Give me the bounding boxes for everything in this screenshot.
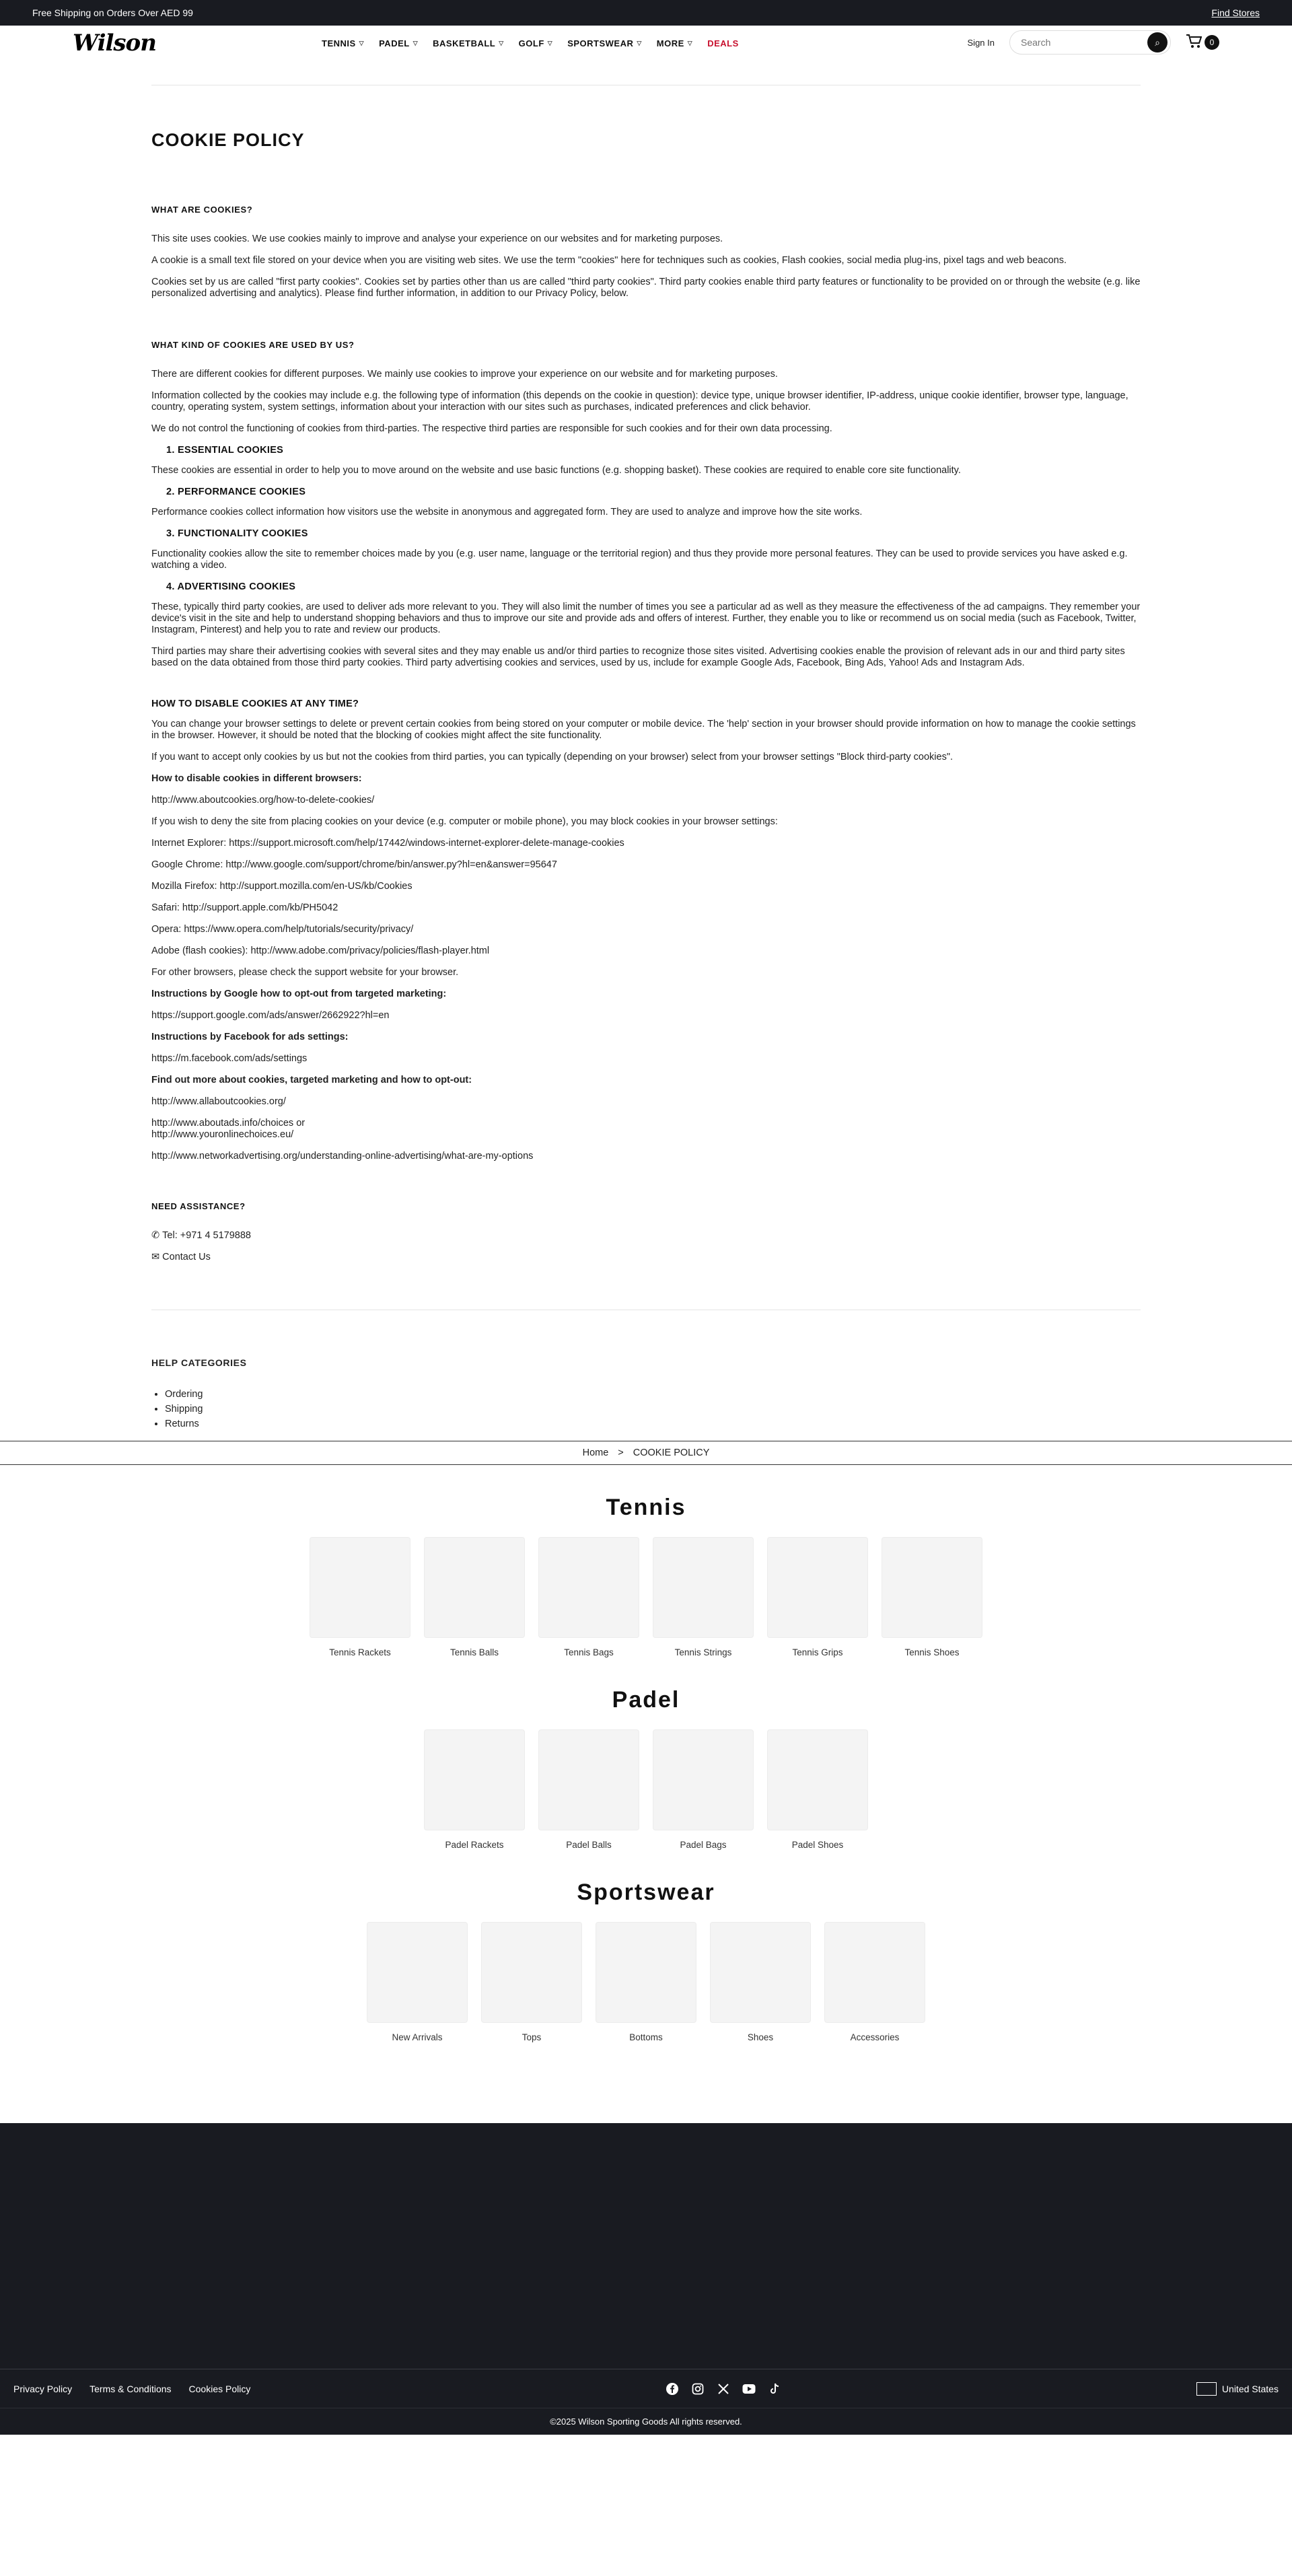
section-heading: HOW TO DISABLE COOKIES AT ANY TIME? <box>151 699 359 709</box>
chevron-down-icon: ▽ <box>687 39 693 46</box>
footer-link-privacy[interactable]: Privacy Policy <box>13 2383 73 2394</box>
paragraph: If you want to accept only cookies by us but not the cookies from third parties, you can typically (depending on your browser) select from your browser settings "Block third-party cookies". <box>151 752 953 762</box>
footer-link-terms[interactable]: Terms & Conditions <box>89 2383 172 2394</box>
tile-label: Tops <box>522 2032 542 2042</box>
tile-tennis-bags[interactable] <box>538 1537 639 1657</box>
page-title: COOKIE POLICY <box>151 130 305 150</box>
search-box <box>1009 30 1171 55</box>
category-title: Sportswear <box>577 1880 715 1905</box>
nav-label: PADEL <box>379 38 410 48</box>
tile-label: Tennis Grips <box>792 1647 843 1657</box>
paragraph-bold: How to disable cookies in different browsers: <box>151 773 362 784</box>
cart-button[interactable] <box>1186 34 1219 52</box>
paragraph: These, typically third party cookies, are used to deliver ads more relevant to you. They will also limit the number of times you see a particular ad as well as they measure the effectiveness of the ad campaigns. They remember your device's visit in the site and help to understand shopping behaviors and thus to improve our site and provide ads and offers of interest. Further, they enable you to like or recommend us on social media (such as Facebook, Twitter, Instagram, Pinterest) and help you to rate and review our products. <box>151 602 1141 635</box>
tile-padel-rackets[interactable] <box>424 1729 525 1850</box>
tile-label: Tennis Shoes <box>904 1647 960 1657</box>
wilson-logo[interactable]: Wilson <box>73 30 156 57</box>
nav-padel[interactable] <box>379 38 418 48</box>
tile-tops[interactable] <box>481 1922 582 2042</box>
tile-image <box>882 1537 982 1638</box>
nav-basketball[interactable] <box>433 38 504 48</box>
link-adobe[interactable]: Adobe (flash cookies): http://www.adobe.com/privacy/policies/flash-player.html <box>151 945 490 956</box>
paragraph: This site uses cookies. We use cookies mainly to improve and analyse your experience on our websites and for marketing purposes. <box>151 234 723 244</box>
subheading-functionality: 3. FUNCTIONALITY COOKIES <box>166 528 308 539</box>
main-nav <box>322 38 739 48</box>
tile-image <box>653 1537 754 1638</box>
tile-padel-balls[interactable] <box>538 1729 639 1850</box>
breadcrumb-home[interactable]: Home <box>582 1447 609 1458</box>
tile-padel-shoes[interactable] <box>767 1729 868 1850</box>
nav-sportswear[interactable] <box>567 38 642 48</box>
tile-image <box>767 1537 868 1638</box>
tile-tennis-strings[interactable] <box>653 1537 754 1657</box>
link-allaboutcookies[interactable]: http://www.allaboutcookies.org/ <box>151 1096 286 1107</box>
tile-label: New Arrivals <box>392 2032 443 2042</box>
section-heading: WHAT KIND OF COOKIES ARE USED BY US? <box>151 340 355 350</box>
phone-icon: ✆ <box>151 1230 160 1241</box>
paragraph: Functionality cookies allow the site to remember choices made by you (e.g. user name, language or the territorial region) and thus they provide more personal features. They can be used to provide services you have asked e.g. watching a video. <box>151 548 1128 571</box>
link-firefox[interactable]: Mozilla Firefox: http://support.mozilla.com/en-US/kb/Cookies <box>151 881 412 892</box>
subheading-advertising: 4. ADVERTISING COOKIES <box>166 581 296 592</box>
nav-label: DEALS <box>707 38 739 48</box>
tile-label: Padel Shoes <box>791 1840 844 1850</box>
copyright: ©2025 Wilson Sporting Goods All rights reserved. <box>0 2408 1292 2435</box>
nav-label: MORE <box>656 38 684 48</box>
tile-accessories[interactable] <box>824 1922 925 2042</box>
link-opera[interactable]: Opera: https://www.opera.com/help/tutorials/security/privacy/ <box>151 924 414 935</box>
nav-label: GOLF <box>518 38 544 48</box>
tile-tennis-balls[interactable] <box>424 1537 525 1657</box>
help-item-ordering[interactable]: • Ordering <box>165 1387 1141 1402</box>
nav-more[interactable] <box>657 38 692 48</box>
link-networkadvertising[interactable]: http://www.networkadvertising.org/understanding-online-advertising/what-are-my-options <box>151 1151 534 1161</box>
tile-label: Shoes <box>747 2032 774 2042</box>
tile-padel-bags[interactable] <box>653 1729 754 1850</box>
nav-deals[interactable] <box>707 38 739 48</box>
tile-image <box>538 1537 639 1638</box>
section-heading: HELP CATEGORIES <box>151 1357 247 1368</box>
footer-bar <box>0 2369 1292 2408</box>
paragraph: Third parties may share their advertising cookies with several sites and they may enable us and/or third parties to recognize those sites visited. Advertising cookies enable the provision of relevant ads in our and third party sites based on the data obtained from those third party cookies. Third party advertising cookies and services, used by us, include for example Google Ads, Facebook, Bing Ads, Yahoo! Ads and Instagram Ads. <box>151 646 1125 668</box>
social-links <box>666 2382 781 2396</box>
category-tiles <box>0 1537 1292 1657</box>
footer-panel <box>0 2123 1292 2369</box>
help-item-returns[interactable]: • Returns <box>165 1417 1141 1431</box>
tile-label: Padel Rackets <box>445 1840 504 1850</box>
contact-text: Contact Us <box>162 1252 211 1262</box>
cart-icon <box>1186 34 1202 52</box>
chevron-down-icon: ▽ <box>637 39 642 46</box>
main-content <box>151 85 1141 1431</box>
link-ie[interactable]: Internet Explorer: https://support.microsoft.com/help/17442/windows-internet-explorer-delete-manage-cookies <box>151 838 624 849</box>
tile-image <box>481 1922 582 2023</box>
tile-image <box>824 1922 925 2023</box>
tile-label: Tennis Strings <box>674 1647 732 1657</box>
paragraph: Information collected by the cookies may include e.g. the following type of information (this depends on the cookie in question): device type, unique browser identifier, IP-address, unique cookie identifier, browser type, language, country, operating system, system settings, information about your interaction with our sites such as purchases, indicated preferences and click behavior. <box>151 390 1128 413</box>
phone-row[interactable] <box>151 1230 1141 1241</box>
cart-count-badge: 0 <box>1205 35 1219 50</box>
subheading-essential: 1. ESSENTIAL COOKIES <box>166 445 284 456</box>
mail-icon: ✉ <box>151 1252 160 1262</box>
paragraph-bold: Instructions by Facebook for ads settings: <box>151 1032 349 1042</box>
paragraph: If you wish to deny the site from placing cookies on your device (e.g. computer or mobile phone), you may block cookies in your browser settings: <box>151 816 778 827</box>
paragraph: For other browsers, please check the support website for your browser. <box>151 967 459 978</box>
tile-bottoms[interactable] <box>596 1922 696 2042</box>
paragraph: There are different cookies for different purposes. We mainly use cookies to improve your experience on our website and for marketing purposes. <box>151 369 778 380</box>
category-tennis <box>0 1495 1292 1657</box>
help-list <box>151 1387 1141 1431</box>
paragraph-bold: Find out more about cookies, targeted marketing and how to opt-out: <box>151 1075 472 1085</box>
instagram-icon[interactable] <box>691 2382 705 2396</box>
category-tiles <box>0 1922 1292 2042</box>
tile-image <box>653 1729 754 1830</box>
contact-row[interactable] <box>151 1252 1141 1262</box>
youtube-icon[interactable] <box>742 2382 756 2396</box>
link-facebook-ads[interactable]: https://m.facebook.com/ads/settings <box>151 1053 308 1064</box>
tile-image <box>710 1922 811 2023</box>
announcement-bar <box>0 0 1292 26</box>
tile-tennis-rackets[interactable] <box>310 1537 410 1657</box>
breadcrumb-current: COOKIE POLICY <box>633 1447 710 1458</box>
tile-image <box>310 1537 410 1638</box>
paragraph-bold: Instructions by Google how to opt-out from targeted marketing: <box>151 989 447 999</box>
tile-shoes[interactable] <box>710 1922 811 2042</box>
section-heading: WHAT ARE COOKIES? <box>151 205 253 215</box>
header-actions <box>968 30 1219 55</box>
tile-label: Bottoms <box>629 2032 663 2042</box>
paragraph: Performance cookies collect information how visitors use the website in anonymous and aggregated form. They are used to analyze and improve how the site works. <box>151 507 863 517</box>
link-youronlinechoices[interactable]: http://www.youronlinechoices.eu/ <box>151 1129 294 1140</box>
find-stores-link[interactable]: Find Stores <box>1211 7 1260 18</box>
region-selector[interactable] <box>1196 2382 1279 2396</box>
chevron-down-icon: ▽ <box>359 39 365 46</box>
search-input[interactable] <box>1021 37 1142 48</box>
nav-label: SPORTSWEAR <box>567 38 634 48</box>
category-tiles <box>0 1729 1292 1850</box>
section-heading: NEED ASSISTANCE? <box>151 1201 246 1211</box>
x-icon[interactable] <box>717 2382 730 2396</box>
tile-tennis-shoes[interactable] <box>882 1537 982 1657</box>
category-padel <box>0 1687 1292 1850</box>
link-aboutcookies[interactable]: http://www.aboutcookies.org/how-to-delete-cookies/ <box>151 795 375 806</box>
announcement-text: Free Shipping on Orders Over AED 99 <box>32 7 193 18</box>
nav-label: TENNIS <box>322 38 356 48</box>
tile-image <box>538 1729 639 1830</box>
category-title: Padel <box>612 1687 680 1713</box>
assistance-section <box>151 1201 1141 1262</box>
tile-new-arrivals[interactable] <box>367 1922 468 2042</box>
tile-label: Tennis Bags <box>564 1647 614 1657</box>
category-sportswear <box>0 1880 1292 2042</box>
search-icon[interactable]: ⌕ <box>1147 32 1168 52</box>
link-google-ads[interactable]: https://support.google.com/ads/answer/2662922?hl=en <box>151 1010 390 1021</box>
footer-links <box>13 2384 250 2394</box>
flag-icon <box>1196 2382 1217 2396</box>
category-title: Tennis <box>606 1495 686 1520</box>
tile-image <box>424 1537 525 1638</box>
region-label: United States <box>1221 2383 1279 2394</box>
nav-tennis[interactable] <box>322 38 364 48</box>
subheading-performance: 2. PERFORMANCE COOKIES <box>166 487 306 497</box>
facebook-icon[interactable] <box>666 2382 679 2396</box>
tile-image <box>767 1729 868 1830</box>
tile-label: Tennis Balls <box>450 1647 499 1657</box>
tile-image <box>367 1922 468 2023</box>
nav-label: BASKETBALL <box>433 38 496 48</box>
tile-tennis-grips[interactable] <box>767 1537 868 1657</box>
paragraph: Cookies set by us are called "first party cookies". Cookies set by parties other than us are called "third party cookies". Third party cookies enable third party features or functionality to be provided on or through the website (e.g. like personalized advertising and analytics). Please find further information, in addition to our Privacy Policy, below. <box>151 277 1141 299</box>
tile-image <box>424 1729 525 1830</box>
nav-golf[interactable] <box>519 38 553 48</box>
link-safari[interactable]: Safari: http://support.apple.com/kb/PH5042 <box>151 902 338 913</box>
phone-text: Tel: +971 4 5179888 <box>162 1230 251 1241</box>
link-aboutads[interactable]: http://www.aboutads.info/choices or <box>151 1118 306 1129</box>
tiktok-icon[interactable] <box>768 2382 781 2396</box>
tile-image <box>596 1922 696 2023</box>
footer-link-cookies[interactable]: Cookies Policy <box>188 2383 251 2394</box>
tile-label: Padel Balls <box>566 1840 612 1850</box>
paragraph: These cookies are essential in order to help you to move around on the website and use basic functions (e.g. shopping basket). These cookies are required to enable core site functionality. <box>151 465 961 476</box>
paragraph: We do not control the functioning of cookies from third-parties. The respective third parties are responsible for such cookies and for their own data processing. <box>151 423 832 434</box>
breadcrumb <box>0 1441 1292 1465</box>
breadcrumb-separator: > <box>618 1447 624 1458</box>
paragraph: You can change your browser settings to delete or prevent certain cookies from being stored on your computer or mobile device. The 'help' section in your browser should provide information on how to manage the cookie settings in the browser. However, it should be noted that the blocking of cookies might affect the site functionality. <box>151 719 1136 741</box>
help-categories <box>151 1357 1141 1431</box>
tile-label: Accessories <box>850 2032 900 2042</box>
paragraph: A cookie is a small text file stored on your device when you are visiting web sites. We use the term "cookies" here for techniques such as cookies, Flash cookies, social media plug-ins, pixel tags and web beacons. <box>151 255 1067 266</box>
link-chrome[interactable]: Google Chrome: http://www.google.com/support/chrome/bin/answer.py?hl=en&answer=95647 <box>151 859 557 870</box>
sign-in-link[interactable]: Sign In <box>967 37 995 48</box>
tile-label: Tennis Rackets <box>329 1647 391 1657</box>
chevron-down-icon: ▽ <box>499 39 504 46</box>
tile-label: Padel Bags <box>680 1840 727 1850</box>
chevron-down-icon: ▽ <box>547 39 553 46</box>
site-header <box>0 26 1292 61</box>
help-item-shipping[interactable]: • Shipping <box>165 1402 1141 1417</box>
chevron-down-icon: ▽ <box>412 39 419 46</box>
